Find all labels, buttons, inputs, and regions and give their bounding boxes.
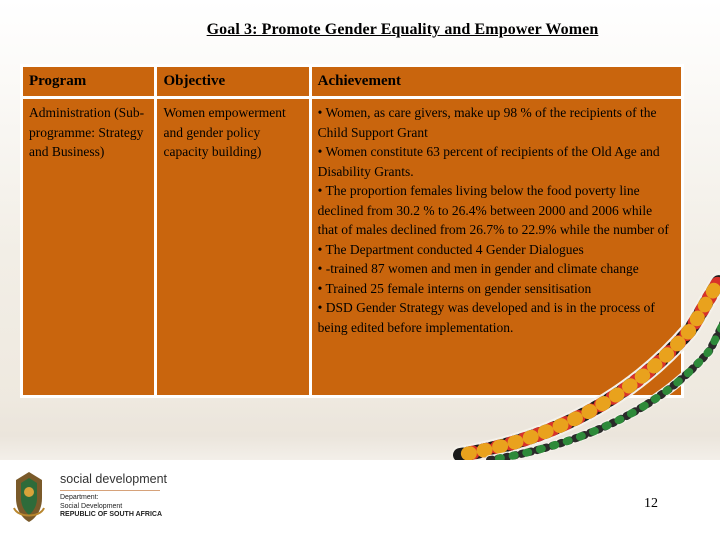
achievement-item: • The proportion females living below the food poverty line declined from 30.2 % to 26.4% between 2000 and 2006 while that of males declined from 26.7% to 22.9% while the number of xyxy=(317,183,669,237)
brand-name: social development xyxy=(60,472,168,486)
brand-sub-line: Department: xyxy=(60,494,99,501)
brand-sub-line: REPUBLIC OF SOUTH AFRICA xyxy=(60,511,163,518)
achievement-item: • Women, as care givers, make up 98 % of the recipients of the Child Support Grant xyxy=(317,105,657,140)
header-achievement: Achievement xyxy=(312,67,681,96)
table-header-row xyxy=(23,67,681,96)
page-number: 12 xyxy=(644,496,658,511)
slide-title: Goal 3: Promote Gender Equality and Empower Women xyxy=(206,21,599,38)
achievement-item: • -trained 87 women and men in gender and climate change xyxy=(317,261,639,276)
achievement-item: • Women constitute 63 percent of recipients of the Old Age and Disability Grants. xyxy=(317,144,660,179)
achievement-item: • Trained 25 female interns on gender sensitisation xyxy=(317,280,592,296)
brand-sub-line: Social Development xyxy=(60,502,123,510)
brand-divider xyxy=(60,490,160,491)
beaded-necklace-decoration xyxy=(430,270,720,470)
header-program: Program xyxy=(23,67,154,96)
header-objective: Objective xyxy=(157,67,308,96)
achievement-item: • The Department conducted 4 Gender Dialogues xyxy=(317,241,584,257)
cell-objective: Women empowerment and gender policy capacity building) xyxy=(157,99,308,395)
brand-subtitle xyxy=(60,494,162,520)
cell-program: Administration (Sub-programme: Strategy and Business) xyxy=(23,99,154,395)
achievement-item: • DSD Gender Strategy was developed and is in the process of being edited before implementation. xyxy=(317,300,655,335)
coat-of-arms-icon xyxy=(8,468,50,524)
